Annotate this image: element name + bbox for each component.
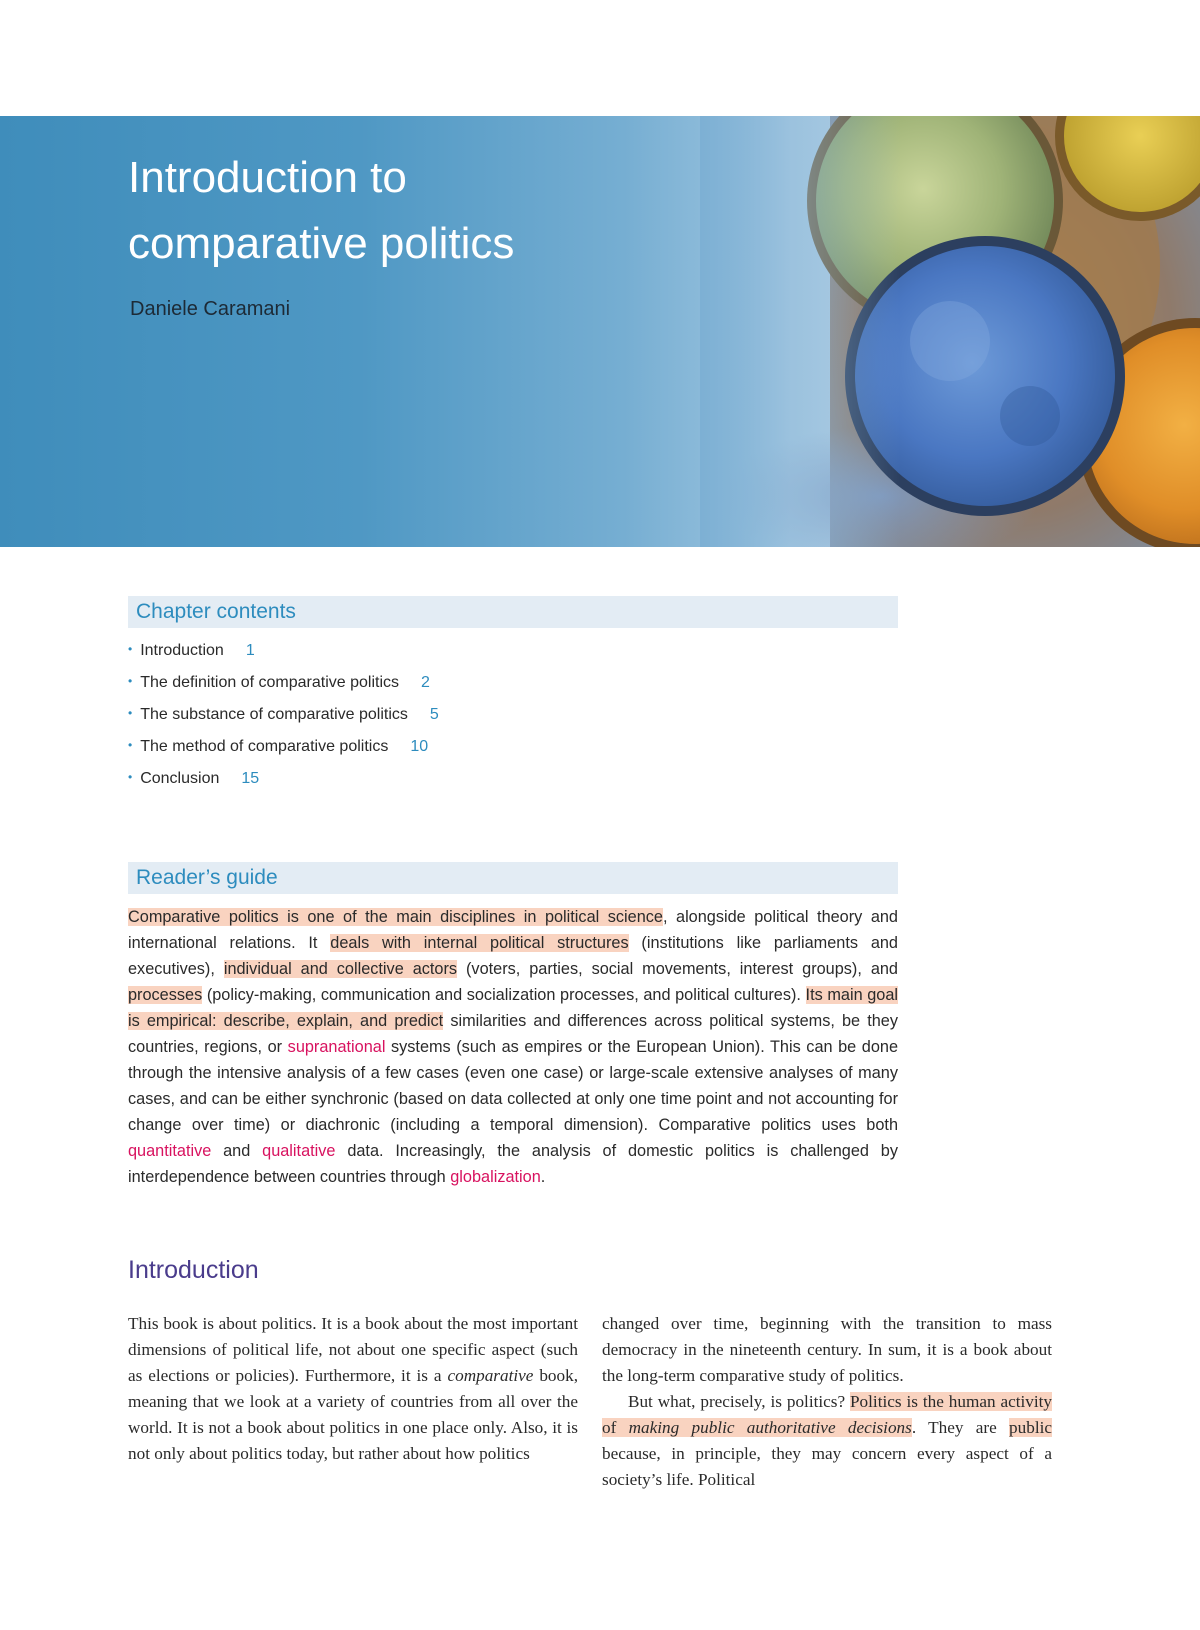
readers-guide-text [128,904,898,1190]
chapter-title [128,145,514,277]
readers-guide-heading: Reader’s guide [128,862,898,894]
contents-item-label: The definition of comparative politics [140,674,399,691]
contents-item-page: 2 [421,674,430,691]
body-text: . [540,1168,546,1186]
bullet-icon: • [128,674,133,688]
glossary-term-link[interactable]: supranational [287,1038,386,1056]
chapter-contents-list [128,638,439,798]
contents-item[interactable] [128,702,439,734]
intro-paragraph-2 [602,1389,1052,1493]
intro-paragraph-1-continued: changed over time, beginning with the transition to mass democracy in the nineteenth century. In sum, it is a book about the long-term comparative study of politics. [602,1314,1052,1385]
contents-item-page: 5 [429,706,439,723]
contents-item-label: Conclusion [140,770,220,787]
bullet-icon: • [128,642,133,656]
highlighted-text: Comparative politics is one of the main disciplines in political science [128,908,663,926]
intro-paragraph-1 [128,1311,578,1467]
body-text: But what, precisely, is politics? [628,1392,850,1411]
body-text: This book is about politics. It is a book about the most important dimensions of political life, not about one specific aspect (such as elections or policies). Furthermore, it is a [128,1314,578,1385]
chapter-author: Daniele Caramani [130,298,291,320]
glossary-term-link[interactable]: qualitative [262,1142,336,1160]
bullet-icon: • [128,706,133,720]
highlighted-text: Its main goal is empirical: describe, explain, and predict [128,986,898,1030]
body-text: (policy-making, communication and socialization processes, and political cultures). [202,986,806,1004]
chapter-title-line-1: Introduction to [128,153,407,202]
highlighted-text: processes [128,986,203,1004]
contents-item-label: The substance of comparative politics [140,706,408,723]
chapter-title-line-2: comparative politics [128,219,515,268]
body-text: . They are [911,1418,1010,1437]
body-text: systems (such as empires or the European Union). This can be done through the intensive analysis of a few cases (even one case) or large-scale extensive analyses of many cases, and can be either synchronic (based on data collected at only one time point and not accounting for change over time) or diachronic (including a temporal dimension). Comparative politics uses both [128,1038,898,1134]
intro-left-column [128,1311,578,1467]
contents-item[interactable] [128,670,439,702]
emphasis-text: comparative [447,1366,534,1385]
contents-item-page: 1 [245,642,255,659]
contents-item-page: 10 [410,738,429,755]
section-heading-introduction: Introduction [128,1256,259,1284]
body-text: , alongside political theory and international relations. It [128,908,898,952]
contents-item[interactable] [128,734,439,766]
body-text: and [211,1142,263,1160]
body-text: book, meaning that we look at a variety of countries from all over the world. It is not a book about politics in one place only. Also, it is not only about politics today, but rather about how politics [128,1366,579,1463]
highlighted-text: making public authoritative decisions [628,1418,912,1437]
contents-item[interactable] [128,638,439,670]
intro-right-column [602,1311,1052,1493]
body-text: because, in principle, they may concern every aspect of a society’s life. Political [602,1444,1052,1489]
glossary-term-link[interactable]: globalization [450,1168,541,1186]
body-text: (institutions like parliaments and executives), [128,934,898,978]
contents-item-label: Introduction [140,642,224,659]
contents-item-page: 15 [241,770,260,787]
contents-item[interactable] [128,766,439,798]
chapter-contents-heading: Chapter contents [128,596,898,628]
highlighted-text: public [1009,1418,1052,1437]
body-text: (voters, parties, social movements, interest groups), and [457,960,898,978]
highlighted-text: Politics is the human activity of [602,1392,1052,1437]
body-text: data. Increasingly, the analysis of domestic politics is challenged by interdependence between countries through [128,1142,898,1186]
body-text: similarities and differences across political systems, be they countries, regions, or [128,1012,898,1056]
contents-item-label: The method of comparative politics [140,738,389,755]
bullet-icon: • [128,770,133,784]
highlighted-text: deals with internal political structures [330,934,629,952]
bullet-icon: • [128,738,133,752]
glossary-term-link[interactable]: quantitative [128,1142,212,1160]
highlighted-text: individual and collective actors [223,960,458,978]
